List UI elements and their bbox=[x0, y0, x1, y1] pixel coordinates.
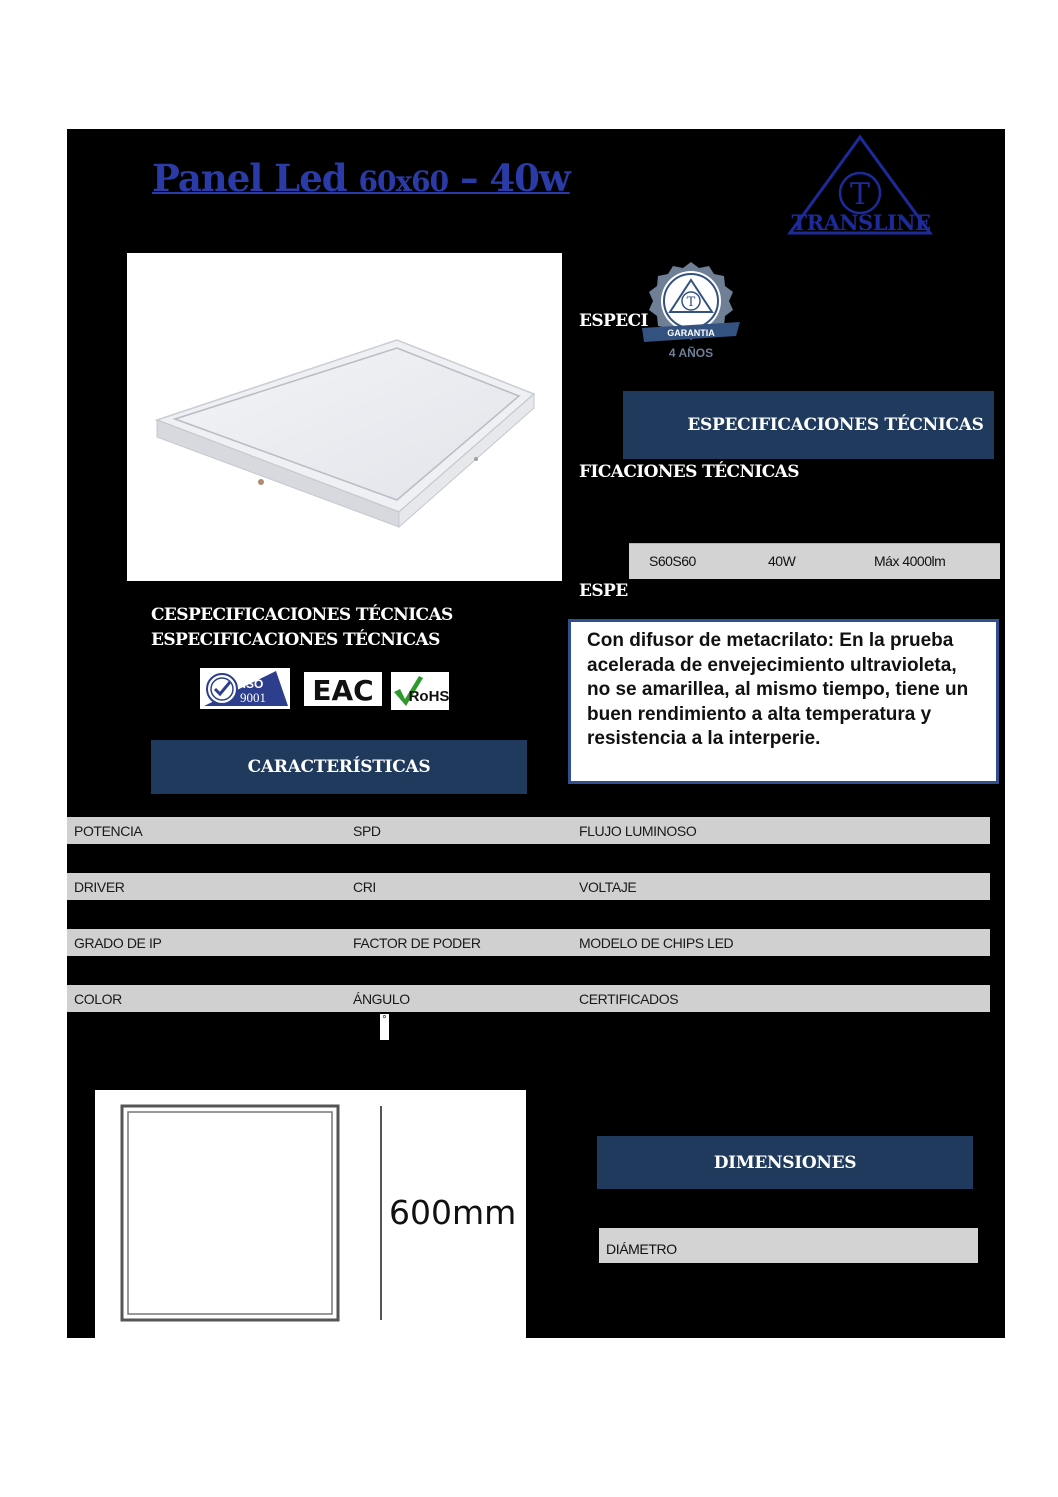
spec-label: CRI bbox=[353, 879, 376, 895]
spec-label: COLOR bbox=[74, 991, 122, 1007]
svg-text:4 AÑOS: 4 AÑOS bbox=[668, 346, 714, 360]
model-row bbox=[629, 543, 1000, 579]
svg-text:ISO: ISO bbox=[242, 677, 264, 691]
spec-label: ÁNGULO bbox=[353, 991, 410, 1007]
dimensions-header: DIMENSIONES bbox=[597, 1136, 973, 1189]
panel-outline-icon bbox=[95, 1090, 526, 1338]
model-flux: Máx 4000lm bbox=[874, 553, 946, 569]
page-title: Panel Led 60x60 – 40w bbox=[152, 156, 570, 200]
spec-row bbox=[67, 929, 990, 956]
warranty-badge-icon bbox=[640, 260, 742, 366]
svg-text:EAC: EAC bbox=[312, 674, 374, 706]
spec-row bbox=[67, 873, 990, 900]
model-power: 40W bbox=[768, 553, 796, 569]
rohs-icon bbox=[391, 672, 449, 710]
svg-text:GARANTIA: GARANTIA bbox=[667, 328, 715, 338]
spec-row bbox=[67, 817, 990, 844]
eac-icon bbox=[304, 672, 382, 706]
overlay-especi: ESPECI bbox=[579, 311, 648, 331]
overlay-espec: ESPECIFICACIONES TÉCNICAS bbox=[151, 630, 440, 650]
spec-label: POTENCIA bbox=[74, 823, 143, 839]
led-panel-image bbox=[127, 253, 562, 581]
svg-text:T: T bbox=[686, 295, 696, 310]
logo-letter: T bbox=[849, 177, 871, 212]
rohs-logo bbox=[391, 672, 449, 710]
spec-label: FACTOR DE PODER bbox=[353, 935, 481, 951]
svg-text:RoHS: RoHS bbox=[408, 688, 449, 705]
spec-label: FLUJO LUMINOSO bbox=[579, 823, 697, 839]
characteristics-header: CARACTERÍSTICAS bbox=[151, 740, 527, 794]
description-box: Con difusor de metacrilato: En la prueba acelerada de envejecimiento ultravioleta, no se amarillea, al mismo tiempo, tiene un buen rendimiento a alta temperatura y resistencia a la interperie. bbox=[568, 619, 999, 784]
overlay-espe: ESPE bbox=[579, 581, 628, 601]
spec-row bbox=[67, 985, 990, 1012]
spec-label: GRADO DE IP bbox=[74, 935, 162, 951]
spec-label: MODELO DE CHIPS LED bbox=[579, 935, 734, 951]
svg-text:9001: 9001 bbox=[240, 690, 266, 705]
spec-label: VOLTAJE bbox=[579, 879, 637, 895]
dimension-label: 600mm bbox=[389, 1193, 517, 1232]
dimension-drawing bbox=[95, 1090, 526, 1338]
spec-label: CERTIFICADOS bbox=[579, 991, 679, 1007]
overlay-cespec: CESPECIFICACIONES TÉCNICAS bbox=[151, 605, 453, 625]
overlay-ficaciones: FICACIONES TÉCNICAS bbox=[579, 462, 799, 482]
spec-header: ESPECIFICACIONES TÉCNICAS bbox=[623, 391, 994, 459]
model-code: S60S60 bbox=[649, 553, 696, 569]
diameter-row bbox=[599, 1228, 978, 1263]
logo-name: TRANSLINE bbox=[791, 210, 931, 235]
diameter-label: DIÁMETRO bbox=[606, 1241, 677, 1257]
iso-9001-logo bbox=[200, 668, 290, 709]
product-photo bbox=[127, 253, 562, 581]
spec-label: SPD bbox=[353, 823, 381, 839]
eac-logo bbox=[304, 672, 382, 706]
spec-label: DRIVER bbox=[74, 879, 125, 895]
iso-icon bbox=[200, 668, 290, 709]
degree-mark: ° bbox=[380, 1014, 389, 1040]
